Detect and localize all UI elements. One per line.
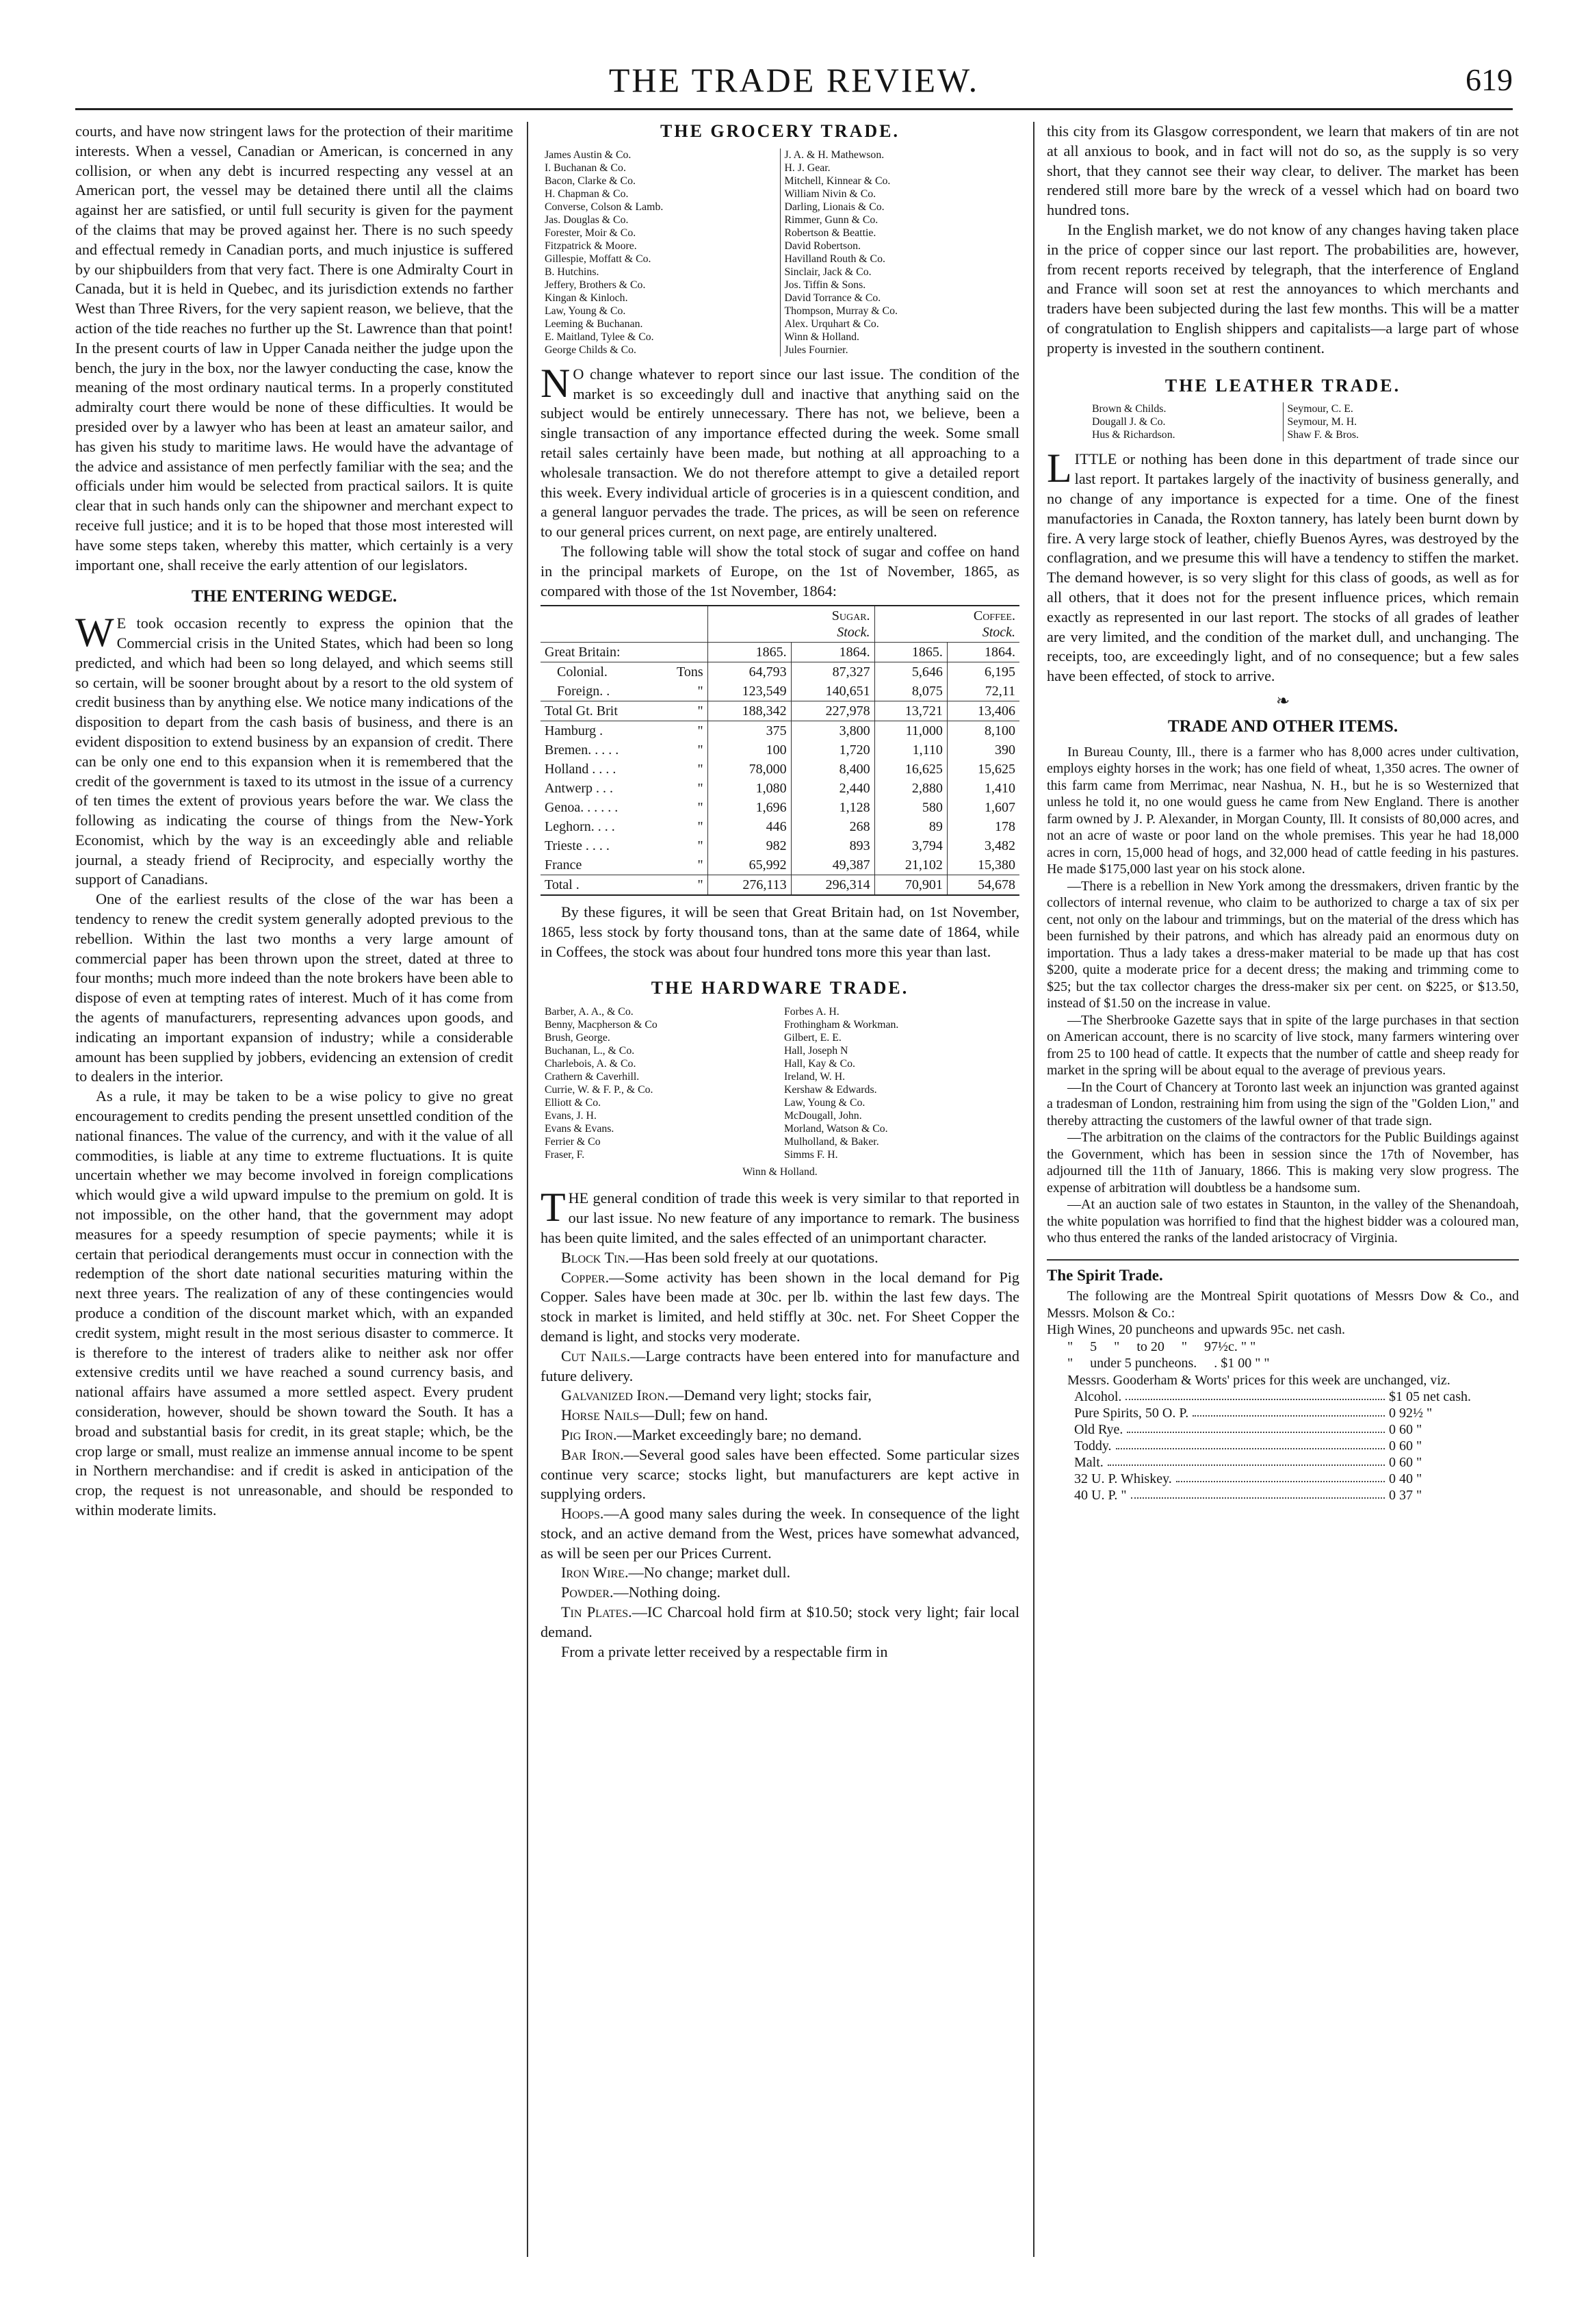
firm-entry: David Torrance & Co. — [784, 292, 881, 304]
firm-entry: Fitzpatrick & Moore. — [545, 240, 637, 252]
spirit-price: $1 05 net cash. — [1389, 1389, 1471, 1405]
firm-entry: Robertson & Beattie. — [784, 227, 876, 239]
row-label: Foreign. . — [557, 684, 610, 699]
market-item — [541, 1445, 1019, 1504]
firm-entry: Thompson, Murray & Co. — [784, 305, 898, 317]
firm-entry: Elliott & Co. — [545, 1096, 601, 1109]
firm-entry: Leeming & Buchanan. — [545, 318, 643, 330]
item-text: —Several good sales have been effected. Some particular sizes continue very scarce; stocks light, but manufacturers are kept active in supplying orders. — [541, 1445, 1019, 1503]
table-cell: 1,410 — [947, 779, 1019, 798]
market-item — [541, 1563, 1019, 1583]
firm-entry: Winn & Holland. — [742, 1165, 818, 1178]
spirit-price-row — [1047, 1421, 1519, 1438]
firm-entry: Forester, Moir & Co. — [545, 227, 636, 239]
firm-column — [1088, 402, 1283, 441]
firm-entry: Ferrier & Co — [545, 1135, 601, 1148]
firm-entry: Law, Young & Co. — [545, 305, 626, 317]
table-header: Sugar. Stock. — [707, 606, 874, 643]
section-heading: TRADE AND OTHER ITEMS. — [1167, 716, 1398, 736]
spirit-price: 0 92½ " — [1389, 1406, 1433, 1421]
item-name: Hoops. — [561, 1505, 604, 1523]
item-name: Powder. — [561, 1584, 614, 1601]
firm-entry: Bacon, Clarke & Co. — [545, 175, 636, 187]
year-header: 1864. — [947, 643, 1019, 662]
leather-firm-list — [1047, 402, 1519, 441]
firm-entry: Jules Fournier. — [784, 344, 848, 356]
leader-dots — [1127, 1421, 1385, 1433]
item-name: Cut Nails. — [561, 1347, 631, 1365]
hardware-firm-list — [541, 1005, 1019, 1161]
table-cell: 100 — [707, 740, 791, 760]
firm-entry: I. Buchanan & Co. — [545, 162, 626, 174]
spirit-price-row — [1047, 1487, 1519, 1503]
table-cell: 3,800 — [791, 721, 874, 741]
firm-entry: B. Hutchins. — [545, 266, 599, 278]
row-label: Total Gt. Brit — [541, 701, 672, 721]
firm-entry: Simms F. H. — [784, 1148, 838, 1161]
row-label: France — [545, 857, 582, 873]
row-unit: " — [697, 838, 703, 854]
table-cell: 580 — [874, 798, 947, 817]
table-cell: 8,100 — [947, 721, 1019, 741]
firm-column — [541, 149, 780, 357]
item-name: Tin Plates. — [561, 1603, 632, 1621]
spirit-name: 40 U. P. " — [1074, 1488, 1127, 1503]
firm-entry: Crathern & Caverhill. — [545, 1070, 640, 1083]
leader-dots — [1176, 1471, 1385, 1482]
row-label: Total . — [541, 875, 672, 896]
firm-entry: H. J. Gear. — [784, 162, 831, 174]
spirit-price: 0 60 " — [1389, 1422, 1422, 1438]
table-cell: 13,721 — [874, 701, 947, 721]
firm-entry: Alex. Urquhart & Co. — [784, 318, 879, 330]
table-cell: 375 — [707, 721, 791, 741]
drop-cap: T — [541, 1185, 566, 1230]
row-unit: " — [697, 781, 703, 797]
leader-dots — [1125, 1389, 1385, 1400]
paragraph: In the English market, we do not know of any changes having taken place in the price of copper since our last report. The probabilities are, however, from recent reports received by telegraph, that the interference of England and France will soon set at rest the annoyances to which merchants and traders have been subjected during the last few months. This will be a matter of congratulation to English shippers and capitalists—a large part of whose property is invested in the southern continent. — [1047, 220, 1519, 357]
firm-entry: Buchanan, L., & Co. — [545, 1044, 635, 1057]
firm-entry: Seymour, C. E. — [1287, 403, 1353, 415]
spirit-name: Toddy. — [1074, 1438, 1112, 1454]
firm-entry: H. Chapman & Co. — [545, 188, 629, 200]
item-text: —Market exceedingly bare; no demand. — [616, 1425, 862, 1443]
firm-entry: Rimmer, Gunn & Co. — [784, 214, 878, 226]
table-cell: 65,992 — [707, 855, 791, 875]
column-1 — [75, 122, 513, 2271]
table-cell: 1,696 — [707, 798, 791, 817]
firm-entry: Kingan & Kinloch. — [545, 292, 628, 304]
item-name: Copper. — [561, 1268, 610, 1286]
row-unit: " — [697, 857, 703, 873]
spirit-name: Old Rye. — [1074, 1422, 1123, 1438]
item-text: —Large contracts have been entered into for manufacture and future delivery. — [541, 1347, 1019, 1384]
spirit-price: 0 40 " — [1389, 1471, 1422, 1487]
table-cell: 21,102 — [874, 855, 947, 875]
firm-entry: Frothingham & Workman. — [784, 1018, 899, 1031]
row-label: Bremen. . . . . — [545, 743, 619, 758]
market-item — [541, 1248, 1019, 1268]
firm-entry: E. Maitland, Tylee & Co. — [545, 331, 654, 343]
table-cell: 296,314 — [791, 875, 874, 896]
firm-entry: Winn & Holland. — [784, 331, 859, 343]
firm-entry: Kershaw & Edwards. — [784, 1083, 877, 1096]
row-label: Colonial. — [557, 664, 608, 680]
section-heading: THE GROCERY TRADE. — [660, 122, 900, 141]
table-cell: 123,549 — [707, 682, 791, 701]
item-text: —Has been sold freely at our quotations. — [629, 1248, 878, 1266]
leader-dots — [1131, 1487, 1385, 1499]
table-cell: 78,000 — [707, 760, 791, 779]
paragraph: this city from its Glasgow correspondent, we learn that makers of tin are not at all anxious to book, and in fact will not do so, as the supply is so very short, that they cannot see their way clear, to deliver. The market has been rendered still more bare by the wreck of a vessel which had on board two hundred tons. — [1047, 122, 1519, 219]
spirit-name: Alcohol. — [1074, 1389, 1122, 1405]
market-item — [541, 1406, 1019, 1425]
table-cell: 1,128 — [791, 798, 874, 817]
row-unit: " — [697, 684, 703, 699]
table-row — [541, 701, 1019, 721]
section-heading: THE ENTERING WEDGE. — [191, 587, 398, 606]
firm-entry: Hus & Richardson. — [1092, 429, 1175, 441]
row-unit: " — [697, 762, 703, 777]
spirit-price: 0 60 " — [1389, 1438, 1422, 1454]
table-row — [541, 682, 1019, 701]
table-header: Coffee. Stock. — [874, 606, 1019, 643]
market-item — [541, 1583, 1019, 1603]
table-cell: 49,387 — [791, 855, 874, 875]
table-cell: 15,625 — [947, 760, 1019, 779]
paragraph: The following table will show the total stock of sugar and coffee on hand in the principal markets of Europe, on the 1st of November, 1865, as compared with those of the 1st November, 1864: — [541, 542, 1019, 599]
firm-entry: Brush, George. — [545, 1031, 610, 1044]
firm-entry: Darling, Lionais & Co. — [784, 201, 885, 213]
page-number: 619 — [1466, 62, 1513, 97]
item-name: Bar Iron. — [561, 1445, 624, 1463]
firm-entry: Havilland Routh & Co. — [784, 253, 885, 265]
row-unit: Tons — [677, 664, 703, 680]
table-row — [541, 662, 1019, 682]
firm-entry: Hall, Kay & Co. — [784, 1057, 855, 1070]
spirit-price-row — [1047, 1438, 1519, 1454]
item-name: Galvanized Iron. — [561, 1386, 669, 1404]
firm-entry: Benny, Macpherson & Co — [545, 1018, 658, 1031]
news-item: In Bureau County, Ill., there is a farmer who has 8,000 acres under cultivation, employs eighty horses in the work; has one field of wheat, 1,350 acres. The owner of this farm came from Merrimac, near Nashua, N. H., but he is so Westernized that unless he told it, no one would guess he came from New England. There is another farm owned by J. P. Alexander, in Morgan County, Ill. It consists of 80,000 acres, and not an acre of waste or poor land on the whole premises. This year he had 18,000 acres in corn, 15,000 head of hogs, and 32,000 head of cattle feeding in his pastures. He made $175,000 last year on his stock alone. — [1047, 744, 1519, 877]
spirit-price-row — [1047, 1454, 1519, 1471]
item-name: Iron Wire. — [561, 1564, 629, 1581]
firm-entry: Barber, A. A., & Co. — [545, 1005, 634, 1018]
table-row — [541, 798, 1019, 817]
news-item: —There is a rebellion in New York among the dressmakers, driven frantic by the collectors of internal revenue, who claim to be authorized to charge a tax of six per cent, not only on the labour and trimmings, but on the material of the dress which has been furnished by their patrons, and which has already paid an enormous duty on importation. Thus a lady takes a dress-maker material to be made up that has cost $200, quite a moderate price for a decent dress; the making and trimming come to $25; but the tax collector charges the dress-maker six per cent. on $225, or $13.50, instead of $1.50 on the increase in value. — [1047, 878, 1519, 1011]
paragraph: As a rule, it may be taken to be a wise policy to give no great encouragement to credits pending the present unsettled condition of the national finances. The value of the currency, and with it the value of all commodities, is liable at any time to extreme fluctuations. It is quite uncertain whether we may become involved in foreign complications which would give a wild upward impulse to the premium on gold. It is not impossible, on the other hand, that the government may adopt measures for a speedy resumption of specie payments; while it is certain that periodical derangements must occur in connection with the redemption of the short date national securities maturing within the next three years. The realization of any of these contingencies would produce a condition of the discount market which, with an expanded credit system, might result in the most serious disaster to commerce. It is therefore to the interest of traders alike to neither ask nor offer extensive credits until we have reached a sound currency basis, and national affairs have assumed a more settled aspect. Every prudent consideration, however, should be shown toward the South. It has a broad and substantial basis for credit, in its great staple; which, be the crop large or small, must realize an immense annual income to be spent in Northern merchandise: and if credit is asked in anticipation of the crop, the request is not unreasonable, and should be responded to within moderate limits. — [75, 1087, 513, 1519]
item-text: —No change; market dull. — [628, 1564, 791, 1581]
spirit-name: Pure Spirits, 50 O. P. — [1074, 1406, 1189, 1421]
column-rule — [1033, 122, 1034, 2257]
table-cell: 3,794 — [874, 836, 947, 855]
table-row — [541, 817, 1019, 836]
firm-entry: Shaw F. & Bros. — [1287, 429, 1359, 441]
table-cell: 15,380 — [947, 855, 1019, 875]
grocery-firm-list — [541, 149, 1019, 357]
firm-entry: McDougall, John. — [784, 1109, 862, 1122]
spirit-name: 32 U. P. Whiskey. — [1074, 1471, 1172, 1487]
firm-entry: Jeffery, Brothers & Co. — [545, 279, 646, 291]
market-item — [541, 1386, 1019, 1406]
firm-entry: Jas. Douglas & Co. — [545, 214, 629, 226]
paragraph: " under 5 puncheons. . $1 00 " " — [1067, 1356, 1270, 1371]
table-cell: 5,646 — [874, 662, 947, 682]
section-heading: THE LEATHER TRADE. — [1164, 375, 1401, 396]
firm-entry: Converse, Colson & Lamb. — [545, 201, 664, 213]
firm-entry: Fraser, F. — [545, 1148, 585, 1161]
table-cell: 16,625 — [874, 760, 947, 779]
news-item: —The Sherbrooke Gazette says that in spite of the large purchases in that section on American account, there is no scarcity of live stock, many farmers wintering over from 25 to 100 head of cattle. It expects that the number of cattle and sheep ready for market in the spring will be about equal to the average of previous years. — [1047, 1012, 1519, 1079]
section-heading: The Spirit Trade. — [1047, 1266, 1163, 1284]
market-item — [541, 1603, 1019, 1642]
year-header: 1865. — [707, 643, 791, 662]
firm-entry: Hall, Joseph N — [784, 1044, 848, 1057]
spirit-price-row — [1047, 1471, 1519, 1487]
row-unit: " — [697, 743, 703, 758]
sugar-coffee-stock-table — [541, 605, 1019, 896]
leader-dots — [1116, 1438, 1385, 1449]
item-text: —Nothing doing. — [613, 1584, 721, 1601]
item-text: —Some activity has been shown in the local demand for Pig Copper. Sales have been made at 30c. per lb. within the last few days. The stock in market is limited, and held stiffly at 30c. net. For Sheet Copper the demand is light, and stocks very moderate. — [541, 1268, 1019, 1345]
column-rule — [527, 122, 528, 2257]
firm-entry: Gilbert, E. E. — [784, 1031, 842, 1044]
row-label: Hamburg . — [545, 723, 603, 739]
item-text: —IC Charcoal hold firm at $10.50; stock very light; fair local demand. — [541, 1603, 1019, 1640]
table-cell: 89 — [874, 817, 947, 836]
paragraph: W E took occasion recently to express the opinion that the Commercial crisis in the United States, which had been so long predicted, and which had been so long delayed, and which seems still so certain, will be sooner brought about by a resort to the old system of credit business than by anything else. We notice many indications of the disposition to depart from the cash basis of business, and there is an evident disposition to extend business by an expansion of credit. There can be only one end to this expansion when it is remembered that the credit of the government is taxed to its utmost in the issue of a currency of ten times the extent of provious years before the war. We class the following as indicating the course of things from the New-York Economist, which by the way is an exceedingly able and reliable journal, a steady friend of Reciprocity, and especially worthy the support of Canadians. — [75, 610, 513, 888]
drop-cap: L — [1047, 446, 1072, 491]
firm-entry: James Austin & Co. — [545, 149, 632, 161]
section-heading: THE HARDWARE TRADE. — [651, 977, 909, 998]
table-cell: 6,195 — [947, 662, 1019, 682]
table-cell: 8,075 — [874, 682, 947, 701]
item-name: Horse Nails — [561, 1406, 640, 1424]
row-label: Genoa. . . . . . — [545, 800, 619, 816]
table-cell: 2,880 — [874, 779, 947, 798]
row-label: Holland . . . . — [545, 762, 616, 777]
column-3 — [1047, 122, 1519, 2271]
table-cell: 893 — [791, 836, 874, 855]
table-cell: 1,720 — [791, 740, 874, 760]
table-cell: 13,406 — [947, 701, 1019, 721]
firm-entry: Morland, Watson & Co. — [784, 1122, 888, 1135]
firm-entry: Mitchell, Kinnear & Co. — [784, 175, 891, 187]
item-name: Pig Iron. — [561, 1425, 617, 1443]
table-cell: 1,110 — [874, 740, 947, 760]
firm-entry: Evans, J. H. — [545, 1109, 597, 1122]
column-2 — [541, 122, 1019, 2271]
table-cell: 70,901 — [874, 875, 947, 896]
table-cell: 2,440 — [791, 779, 874, 798]
firm-entry: Gillespie, Moffatt & Co. — [545, 253, 651, 265]
item-name: Block Tin. — [561, 1248, 629, 1266]
firm-column — [780, 149, 1020, 357]
firm-entry: David Robertson. — [784, 240, 861, 252]
paragraph: N O change whatever to report since our last issue. The condition of the market is so exceedingly dull and inactive that anything said on the subject would be entirely unnecessary. There has not, we believe, been a single transaction of any importance effected during the week. Some small retail sales certainly have been made, but nothing at all approaching to a wholesale transaction. We do not therefore attempt to give a detailed report this week. Every individual article of groceries is in a quiescent condition, and a general languor pervades the trade. The prices, as will be seen on reference to our general prices current, on next page, are entirely unaltered. — [541, 360, 1019, 541]
leader-dots — [1193, 1405, 1385, 1417]
firm-column — [780, 1005, 1019, 1161]
table-row — [541, 836, 1019, 855]
spirit-price: 0 37 " — [1389, 1488, 1422, 1503]
table-cell: 446 — [707, 817, 791, 836]
table-cell: 390 — [947, 740, 1019, 760]
table-cell: 3,482 — [947, 836, 1019, 855]
table-cell: 54,678 — [947, 875, 1019, 896]
paragraph: By these figures, it will be seen that Great Britain had, on 1st November, 1865, less stock by forty thousand tons, than at the same date of 1864, while in Coffees, the stock was about four hundred tons more this year than last. — [541, 903, 1019, 960]
table-row — [541, 855, 1019, 875]
paragraph: courts, and have now stringent laws for the protection of their maritime interests. When a vessel, Canadian or American, is concerned in any collision, or when any debt is incurred respecting any vessel at an American port, the vessel may be detained there until all the claims against her are satisfied, or until full security is given for the payment of the claims that may be proved against her. There is no such speedy and effectual remedy in Canadian ports, and much injustice is suffered by our shipbuilders from that very fact. There is one Admiralty Court in Canada, but it is held in Quebec, and its jurisdiction extends no farther West than Three Rivers, for the very sapient reason, we believe, that the action of the tide reaches no further up the St. Lawrence than that point! In the present courts of law in Upper Canada neither the judge upon the bench, the jury in the box, nor the lawyer conducting the case, know the meaning of the most ordinary nautical terms. In a properly constituted admiralty court there would be none of these difficulties. It would be presided over by a lawyer who has been at least an amateur sailor, and has given his study to maritime laws. He would have the advantage of the advice and assistance of men perfectly familiar with the sea; and the officials under him would be selected from practical sailors. It is quite clear that in such hands only can the shipowner and merchant expect to receive full justice; and it is to be hoped that those most interested will have some steps taken, whereby this matter, which certainly is a very important one, shall receive the early attention of our legislators. — [75, 122, 513, 573]
drop-cap: N — [541, 360, 571, 406]
market-item — [541, 1347, 1019, 1386]
table-row — [541, 760, 1019, 779]
firm-entry: Brown & Childs. — [1092, 403, 1167, 415]
table-cell: 64,793 — [707, 662, 791, 682]
paragraph: The following are the Montreal Spirit quotations of Messrs Dow & Co., and Messrs. Molson & Co.: — [1047, 1289, 1519, 1321]
table-cell: 140,651 — [791, 682, 874, 701]
firm-entry: Jos. Tiffin & Sons. — [784, 279, 866, 291]
table-cell: 982 — [707, 836, 791, 855]
section-separator: ❧ — [1275, 692, 1290, 710]
paragraph: One of the earliest results of the close of the war has been a tendency to renew the credit system generally adopted previous to the rebellion. Within the last two months a very large amount of commercial paper has been thrown upon the street, dated at three to four months; much more indeed than the note brokers have been able to dispose of even at tempting rates of interest. Much of it has come from the agents of manufacturers, representing advances upon goods, and indicating an important expansion of industry; while a considerable amount has been supplied by jobbers, evidencing an extension of credit to dealers in the interior. — [75, 890, 513, 1085]
row-unit: " — [697, 800, 703, 816]
table-row — [541, 740, 1019, 760]
paragraph: From a private letter received by a respectable firm in — [561, 1642, 888, 1660]
firm-entry: Law, Young & Co. — [784, 1096, 865, 1109]
spirit-price: 0 60 " — [1389, 1455, 1422, 1471]
row-unit: " — [697, 723, 703, 739]
year-header: 1865. — [874, 643, 947, 662]
hardware-item-list — [541, 1248, 1019, 1642]
firm-entry: J. A. & H. Mathewson. — [784, 149, 885, 161]
firm-column — [1283, 402, 1479, 441]
row-unit: " — [672, 875, 708, 896]
drop-cap: W — [75, 610, 114, 656]
journal-title: THE TRADE REVIEW. — [608, 61, 980, 99]
table-row — [541, 721, 1019, 741]
firm-entry: Charlebois, A. & Co. — [545, 1057, 636, 1070]
table-row — [541, 875, 1019, 896]
table-cell: 87,327 — [791, 662, 874, 682]
paragraph: LITTLE or nothing has been done in this department of trade since our last report. It partakes largely of the inactivity of business generally, and no change of any importance is expected for a time. One of the finest manufactories in Canada, the Roxton tannery, has lately been burnt down by fire. A very large stock of leather, chiefly Buenos Ayres, was destroyed by the conflagration, and we presume this will have a tendency to stiffen the market. The demand however, is so very slight for this class of goods, as well as for all others, that it does not for the present influence prices, which remain exactly as represented in our last report. The stocks of all grades of leather are very limited, and the condition of the market dull, and unchanging. The receipts, too, are exceedingly light, and of no consequence; but a few sales have been effected, of stock to arrive. — [1047, 446, 1519, 685]
firm-entry: William Nivin & Co. — [784, 188, 876, 200]
firm-entry: Evans & Evans. — [545, 1122, 614, 1135]
table-cell: 227,978 — [791, 701, 874, 721]
leader-dots — [1108, 1454, 1385, 1466]
row-label: Trieste . . . . — [545, 838, 610, 854]
row-unit: " — [697, 819, 703, 835]
firm-entry: Seymour, M. H. — [1287, 416, 1357, 428]
news-item: —In the Court of Chancery at Toronto last week an injunction was granted against a tradesman of London, restraining him from using the sign of the "Golden Lion," and thereby attracting the customers of the lawful owner of that trade sign. — [1047, 1079, 1519, 1128]
market-item — [541, 1425, 1019, 1445]
table-cell: 1,607 — [947, 798, 1019, 817]
table-row — [541, 779, 1019, 798]
paragraph: " 5 " to 20 " 97½c. " " — [1067, 1339, 1256, 1354]
news-item: —At an auction sale of two estates in Staunton, in the valley of the Shenandoah, the white population was horrified to find that the highest bidder was a coloured man, who thus entered the ranks of the landed aristocracy of Virginia. — [1047, 1197, 1519, 1246]
table-cell: 178 — [947, 817, 1019, 836]
table-cell: 188,342 — [707, 701, 791, 721]
table-cell: 276,113 — [707, 875, 791, 896]
firm-entry: George Childs & Co. — [545, 344, 636, 356]
spirit-price-row — [1047, 1389, 1519, 1405]
firm-entry: Ireland, W. H. — [784, 1070, 846, 1083]
table-cell: 1,080 — [707, 779, 791, 798]
table-cell: 8,400 — [791, 760, 874, 779]
spirit-price-list — [1047, 1389, 1519, 1503]
market-item — [541, 1268, 1019, 1347]
paragraph: THE general condition of trade this week is very similar to that reported in our last issue. No new feature of any importance to remark. The business has been quite limited, and the sales effected of an unimportant character. — [541, 1185, 1019, 1246]
firm-column — [541, 1005, 780, 1161]
row-label: Leghorn. . . . — [545, 819, 615, 835]
paragraph: Messrs. Gooderham & Worts' prices for this week are unchanged, viz. — [1067, 1372, 1450, 1388]
table-cell: 72,11 — [947, 682, 1019, 701]
table-cell: 11,000 — [874, 721, 947, 741]
row-unit: " — [672, 701, 708, 721]
item-text: —Dull; few on hand. — [639, 1406, 768, 1424]
firm-entry: Currie, W. & F. P., & Co. — [545, 1083, 653, 1096]
item-text: —Demand very light; stocks fair, — [668, 1386, 872, 1404]
year-header: 1864. — [791, 643, 874, 662]
market-item — [541, 1504, 1019, 1563]
firm-entry: Mulholland, & Baker. — [784, 1135, 879, 1148]
row-label: Antwerp . . . — [545, 781, 613, 797]
spirit-name: Malt. — [1074, 1455, 1104, 1471]
table-header: Great Britain: — [541, 643, 672, 662]
news-item: —The arbitration on the claims of the contractors for the Public Buildings against the Government, which has been in session since the 17th of November, has adjourned till the 11th of January, 1866. This is making very slow progress. The expense of arbitration will doubtless be a handsome sum. — [1047, 1130, 1519, 1196]
firm-entry: Dougall J. & Co. — [1092, 416, 1166, 428]
paragraph: High Wines, 20 puncheons and upwards 95c. net cash. — [1047, 1322, 1345, 1338]
firm-entry: Sinclair, Jack & Co. — [784, 266, 872, 278]
table-cell: 268 — [791, 817, 874, 836]
page-header — [75, 60, 1513, 110]
spirit-price-row — [1047, 1405, 1519, 1421]
item-text: —A good many sales during the week. In consequence of the light stock, and an active demand from the West, prices have somewhat advanced, as will be seen per our Prices Current. — [541, 1505, 1019, 1562]
firm-entry: Forbes A. H. — [784, 1005, 839, 1018]
